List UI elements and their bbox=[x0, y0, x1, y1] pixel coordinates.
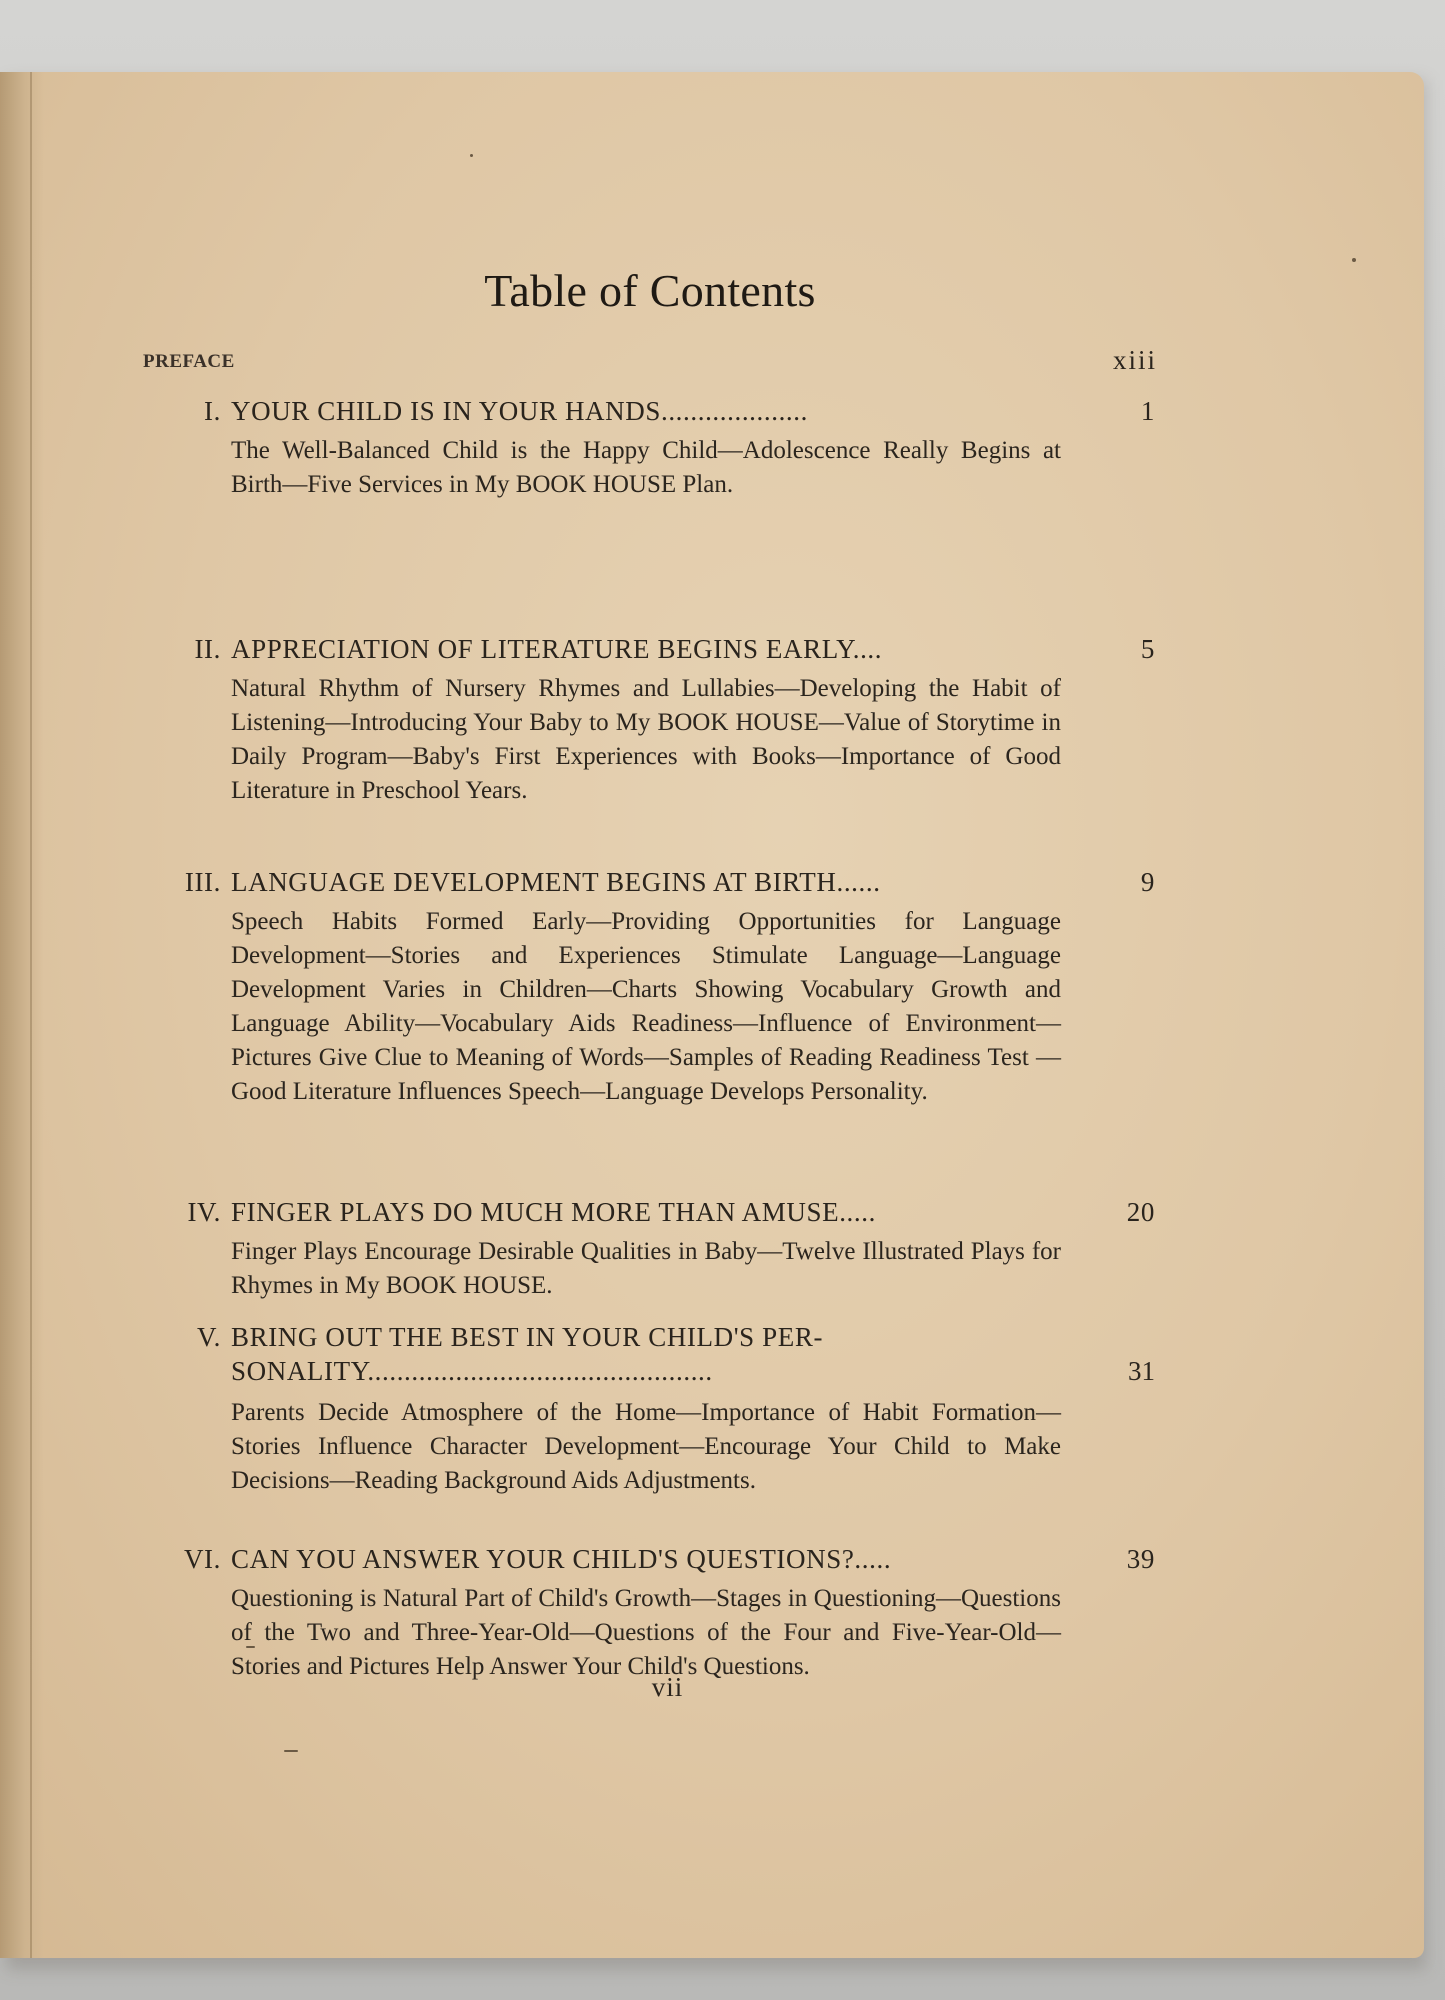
chapter-heading bbox=[231, 634, 882, 665]
chapter-description: Questioning is Natural Part of Child's Growth—Stages in Questioning—Questions of the Two and Three-Year-Old—Questions of the Four and Five-Year-Old—Stories and Pictures Help Answer Your Child's Questions. bbox=[231, 1585, 1061, 1680]
toc-entry-header bbox=[165, 634, 1155, 672]
chapter-title-line-1: BRING OUT THE BEST IN YOUR CHILD'S PER- bbox=[231, 1322, 824, 1352]
chapter-numeral: I. bbox=[204, 396, 221, 426]
leader-dots: ...... bbox=[836, 867, 881, 897]
chapter-description: Finger Plays Encourage Desirable Qualities in Baby—Twelve Illustrated Plays for Rhymes in My BOOK HOUSE. bbox=[231, 1238, 1061, 1299]
leader-dots: ............................................... bbox=[367, 1356, 713, 1386]
chapter-numeral: III. bbox=[184, 867, 221, 897]
book-page bbox=[0, 72, 1424, 1958]
toc-entry-4 bbox=[165, 1197, 1155, 1303]
chapter-title: YOUR CHILD IS IN YOUR HANDS bbox=[231, 396, 661, 426]
chapter-numeral: VI. bbox=[183, 1544, 221, 1574]
toc-entry-header bbox=[165, 1197, 1155, 1235]
chapter-title: LANGUAGE DEVELOPMENT BEGINS AT BIRTH bbox=[231, 867, 837, 897]
chapter-numeral: II. bbox=[194, 634, 221, 664]
chapter-description: Parents Decide Atmosphere of the Home—Importance of Habit Formation—Stories Influence Character Development—Encourage Your Child to Make Decisions—Reading Background Aids Adjustments. bbox=[231, 1399, 1061, 1494]
preface-label: PREFACE bbox=[143, 351, 235, 372]
chapter-heading bbox=[231, 867, 881, 898]
chapter-title: CAN YOU ANSWER YOUR CHILD'S QUESTIONS? bbox=[231, 1544, 855, 1574]
chapter-numeral: IV. bbox=[187, 1197, 221, 1227]
toc-entry-1 bbox=[165, 396, 1155, 502]
chapter-page-number: 5 bbox=[1140, 634, 1155, 664]
leader-dots: ..... bbox=[854, 1544, 892, 1574]
toc-entry-6 bbox=[165, 1544, 1155, 1684]
chapter-page-number: 9 bbox=[1140, 867, 1155, 897]
table-of-contents bbox=[0, 72, 1424, 1958]
page-title: Table of Contents bbox=[484, 265, 816, 316]
chapter-heading bbox=[231, 1320, 1061, 1388]
chapter-heading bbox=[231, 396, 808, 427]
toc-entry-5 bbox=[165, 1320, 1155, 1498]
chapter-page-number: 1 bbox=[1140, 396, 1155, 426]
chapter-title-line-2: SONALITY bbox=[231, 1356, 368, 1386]
leader-dots: .................... bbox=[660, 396, 808, 426]
chapter-title-line-2-row bbox=[231, 1354, 1061, 1388]
chapter-heading bbox=[231, 1544, 891, 1575]
toc-entry-header bbox=[165, 396, 1155, 434]
chapter-page-number: 39 bbox=[1126, 1544, 1155, 1574]
chapter-description: The Well-Balanced Child is the Happy Child—Adolescence Really Begins at Birth—Five Services in My BOOK HOUSE Plan. bbox=[231, 437, 1061, 498]
leader-dots: ..... bbox=[839, 1197, 876, 1227]
toc-entry-header bbox=[165, 1320, 1155, 1388]
leader-dots: .... bbox=[852, 634, 883, 664]
page-footer-number: vii bbox=[651, 1672, 684, 1702]
chapter-description: Natural Rhythm of Nursery Rhymes and Lullabies—Developing the Habit of Listening—Introducing Your Baby to My BOOK HOUSE—Value of Storytime in Daily Program—Baby's First Experiences with Books—Importance of Good Literature in Preschool Years. bbox=[231, 675, 1061, 804]
chapter-page-number: 31 bbox=[1128, 1356, 1155, 1386]
preface-page-number: xiii bbox=[1112, 345, 1157, 375]
chapter-numeral: V. bbox=[197, 1322, 221, 1352]
toc-entry-header bbox=[165, 867, 1155, 905]
chapter-description: Speech Habits Formed Early—Providing Opportunities for Language Development—Stories and Experiences Stimulate Language—Language Development Varies in Children—Charts Showing Vocabulary Growth and Language Ability—Vocabulary Aids Readiness—Influence of Environment—Pictures Give Clue to Meaning of Words—Samples of Reading Readiness Test —Good Literature Influences Speech—Language Develops Personality. bbox=[231, 908, 1061, 1105]
toc-entry-3 bbox=[165, 867, 1155, 1109]
chapter-page-number: 20 bbox=[1126, 1197, 1155, 1227]
chapter-heading bbox=[231, 1197, 876, 1228]
toc-entry-header bbox=[165, 1544, 1155, 1582]
toc-entry-2 bbox=[165, 634, 1155, 808]
chapter-title: APPRECIATION OF LITERATURE BEGINS EARLY bbox=[231, 634, 853, 664]
chapter-title: FINGER PLAYS DO MUCH MORE THAN AMUSE bbox=[231, 1197, 840, 1227]
